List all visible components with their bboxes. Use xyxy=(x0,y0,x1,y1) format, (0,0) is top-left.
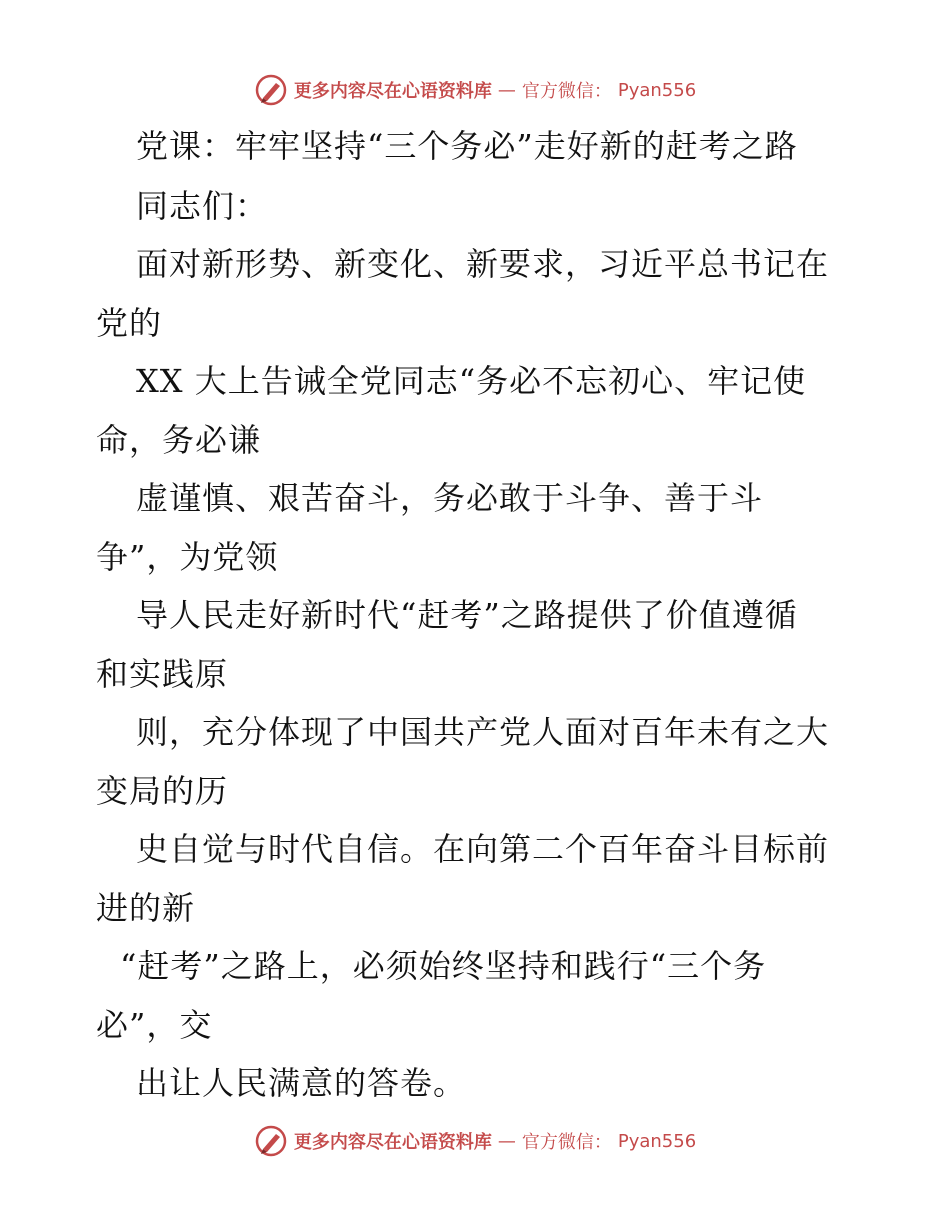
paragraph-line: 则，充分体现了中国共产党人面对百年未有之大 xyxy=(136,713,830,751)
paragraph-line: 党的 xyxy=(96,304,163,342)
document-greeting: 同志们： xyxy=(136,187,269,225)
watermark-main-text: 更多内容尽在心语资料库 xyxy=(293,81,492,102)
paragraph-line: 史自觉与时代自信。在向第二个百年奋斗目标前 xyxy=(136,830,830,868)
watermark-wechat-label: 官方微信： xyxy=(521,1132,612,1153)
watermark-header xyxy=(0,72,950,108)
watermark-wechat-id: Pyan556 xyxy=(617,1130,697,1152)
paragraph-line: 必”，交 xyxy=(96,1006,213,1044)
watermark-wechat-id: Pyan556 xyxy=(617,79,697,101)
paragraph-line: 出让人民满意的答卷。 xyxy=(136,1064,467,1102)
watermark-wechat-label: 官方微信： xyxy=(521,81,612,102)
paragraph-line: 变局的历 xyxy=(96,772,229,810)
paragraph-line: XX 大上告诫全党同志“务必不忘初心、牢记使 xyxy=(136,362,807,400)
watermark-footer xyxy=(0,1123,950,1159)
watermark-dash: — xyxy=(497,1130,516,1152)
document-title: 党课：牢牢坚持“三个务必”走好新的赶考之路 xyxy=(136,127,798,165)
paragraph-line: 和实践原 xyxy=(96,655,229,693)
paragraph-line: 命，务必谦 xyxy=(96,421,262,459)
pen-logo-icon xyxy=(254,1124,288,1158)
pen-logo-icon xyxy=(254,73,288,107)
watermark-dash: — xyxy=(497,79,516,101)
paragraph-line: 虚谨慎、艰苦奋斗，务必敢于斗争、善于斗 xyxy=(136,479,764,517)
paragraph-line: 导人民走好新时代“赶考”之路提供了价值遵循 xyxy=(136,596,798,634)
watermark-main-text: 更多内容尽在心语资料库 xyxy=(293,1132,492,1153)
paragraph-line: 面对新形势、新变化、新要求，习近平总书记在 xyxy=(136,245,830,283)
paragraph-line: 进的新 xyxy=(96,889,196,927)
paragraph-line: “赶考”之路上，必须始终坚持和践行“三个务 xyxy=(120,947,767,985)
paragraph-line: 争”，为党领 xyxy=(96,538,279,576)
